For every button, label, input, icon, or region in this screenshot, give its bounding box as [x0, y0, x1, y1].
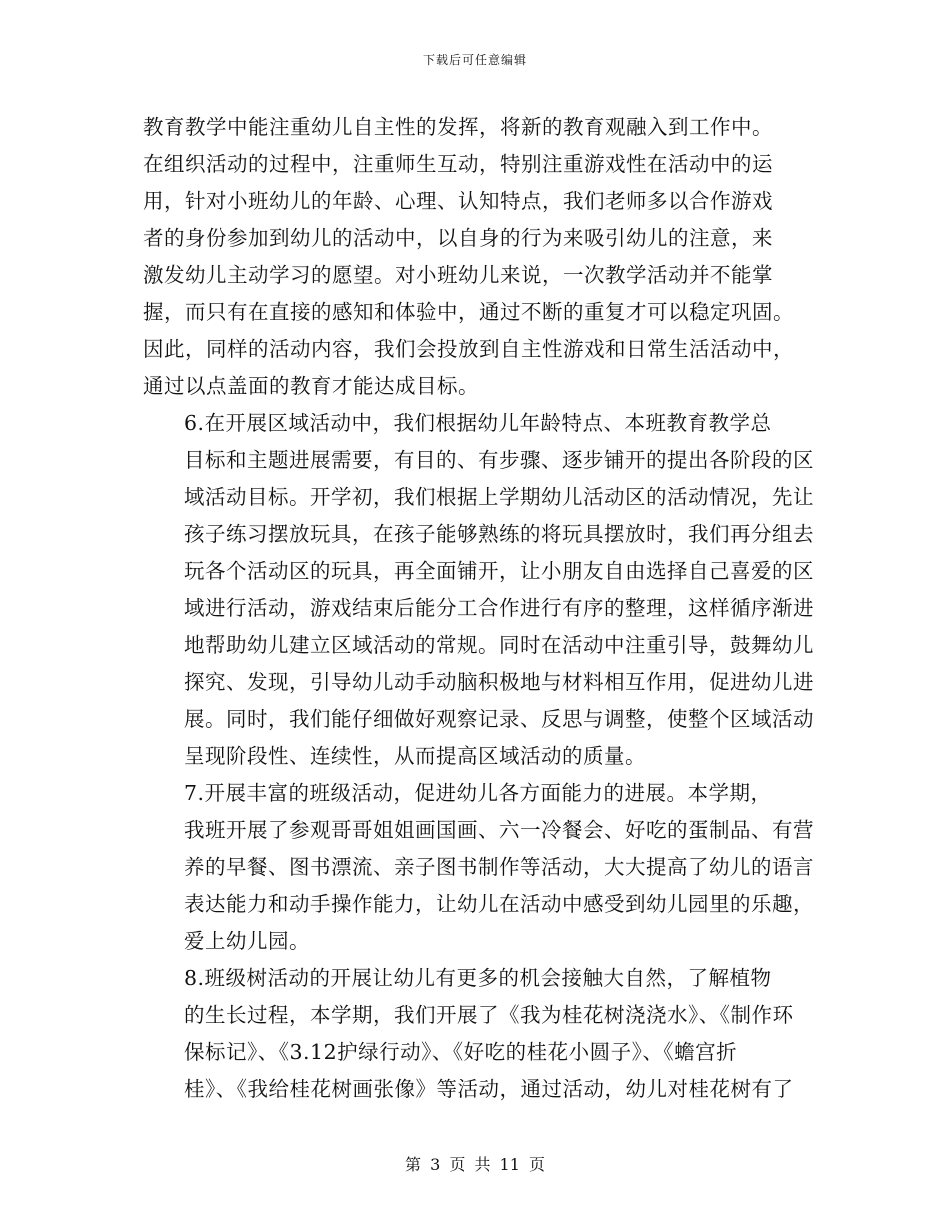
- text-line: 探究、发现，引导幼儿动手动脑积极地与材料相互作用，促进幼儿进: [184, 670, 814, 694]
- text-line: 域活动目标。开学初，我们根据上学期幼儿活动区的活动情况，先让: [184, 485, 814, 509]
- text-line: 者的身份参加到幼儿的活动中，以自身的行为来吸引幼儿的注意，来: [143, 226, 773, 250]
- paragraph-8: [143, 960, 807, 1108]
- paragraph-1: [143, 109, 807, 405]
- text-line: 我班开展了参观哥哥姐姐画国画、六一冷餐会、好吃的蛋制品、有营: [184, 818, 814, 842]
- text-line: 孩子练习摆放玩具，在孩子能够熟练的将玩具摆放时，我们再分组去: [184, 522, 814, 546]
- text-line: 激发幼儿主动学习的愿望。对小班幼儿来说，一次教学活动并不能掌: [143, 263, 773, 287]
- text-line: 握，而只有在直接的感知和体验中，通过不断的重复才可以稳定巩固。: [143, 300, 794, 324]
- text-line: 养的早餐、图书漂流、亲子图书制作等活动，大大提高了幼儿的语言: [184, 855, 814, 879]
- text-line: 表达能力和动手操作能力，让幼儿在活动中感受到幼儿园里的乐趣，: [184, 892, 814, 916]
- text-line: 域进行活动，游戏结束后能分工合作进行有序的整理，这样循序渐进: [184, 596, 814, 620]
- text-line: 爱上幼儿园。: [184, 929, 310, 953]
- text-line: 呈现阶段性、连续性，从而提高区域活动的质量。: [184, 744, 646, 768]
- paragraph-6: [143, 405, 814, 775]
- text-line: 保标记》、《3.12护绿行动》、《好吃的桂花小圆子》、《蟾宫折: [184, 1040, 738, 1064]
- text-line: 6.在开展区域活动中，我们根据幼儿年龄特点、本班教育教学总: [184, 411, 772, 435]
- text-line: 8.班级树活动的开展让幼儿有更多的机会接触大自然，了解植物: [184, 966, 772, 990]
- text-line: 7.开展丰富的班级活动，促进幼儿各方面能力的进展。本学期，: [184, 781, 772, 805]
- text-line: 目标和主题进展需要，有目的、有步骤、逐步铺开的提出各阶段的区: [184, 448, 814, 472]
- page-footer: 第 3 页 共 11 页: [405, 1155, 545, 1174]
- text-line: 玩各个活动区的玩具，再全面铺开，让小朋友自由选择自己喜爱的区: [184, 559, 814, 583]
- text-line: 教育教学中能注重幼儿自主性的发挥，将新的教育观融入到工作中。: [143, 115, 773, 139]
- text-line: 的生长过程，本学期，我们开展了《我为桂花树浇浇水》、《制作环: [184, 1003, 794, 1027]
- text-line: 在组织活动的过程中，注重师生互动，特别注重游戏性在活动中的运: [143, 152, 773, 176]
- text-line: 桂》、《我给桂花树画张像》等活动，通过活动，幼儿对桂花树有了: [184, 1077, 794, 1101]
- page-header: 下载后可任意编辑: [422, 53, 527, 67]
- text-line: 用，针对小班幼儿的年龄、心理、认知特点，我们老师多以合作游戏: [143, 189, 773, 213]
- text-line: 通过以点盖面的教育才能达成目标。: [143, 374, 479, 398]
- paragraph-7: [143, 775, 814, 960]
- document-body: [143, 109, 814, 1108]
- text-line: 因此，同样的活动内容，我们会投放到自主性游戏和日常生活活动中，: [143, 337, 794, 361]
- text-line: 展。同时，我们能仔细做好观察记录、反思与调整，使整个区域活动: [184, 707, 814, 731]
- text-line: 地帮助幼儿建立区域活动的常规。同时在活动中注重引导，鼓舞幼儿: [184, 633, 814, 657]
